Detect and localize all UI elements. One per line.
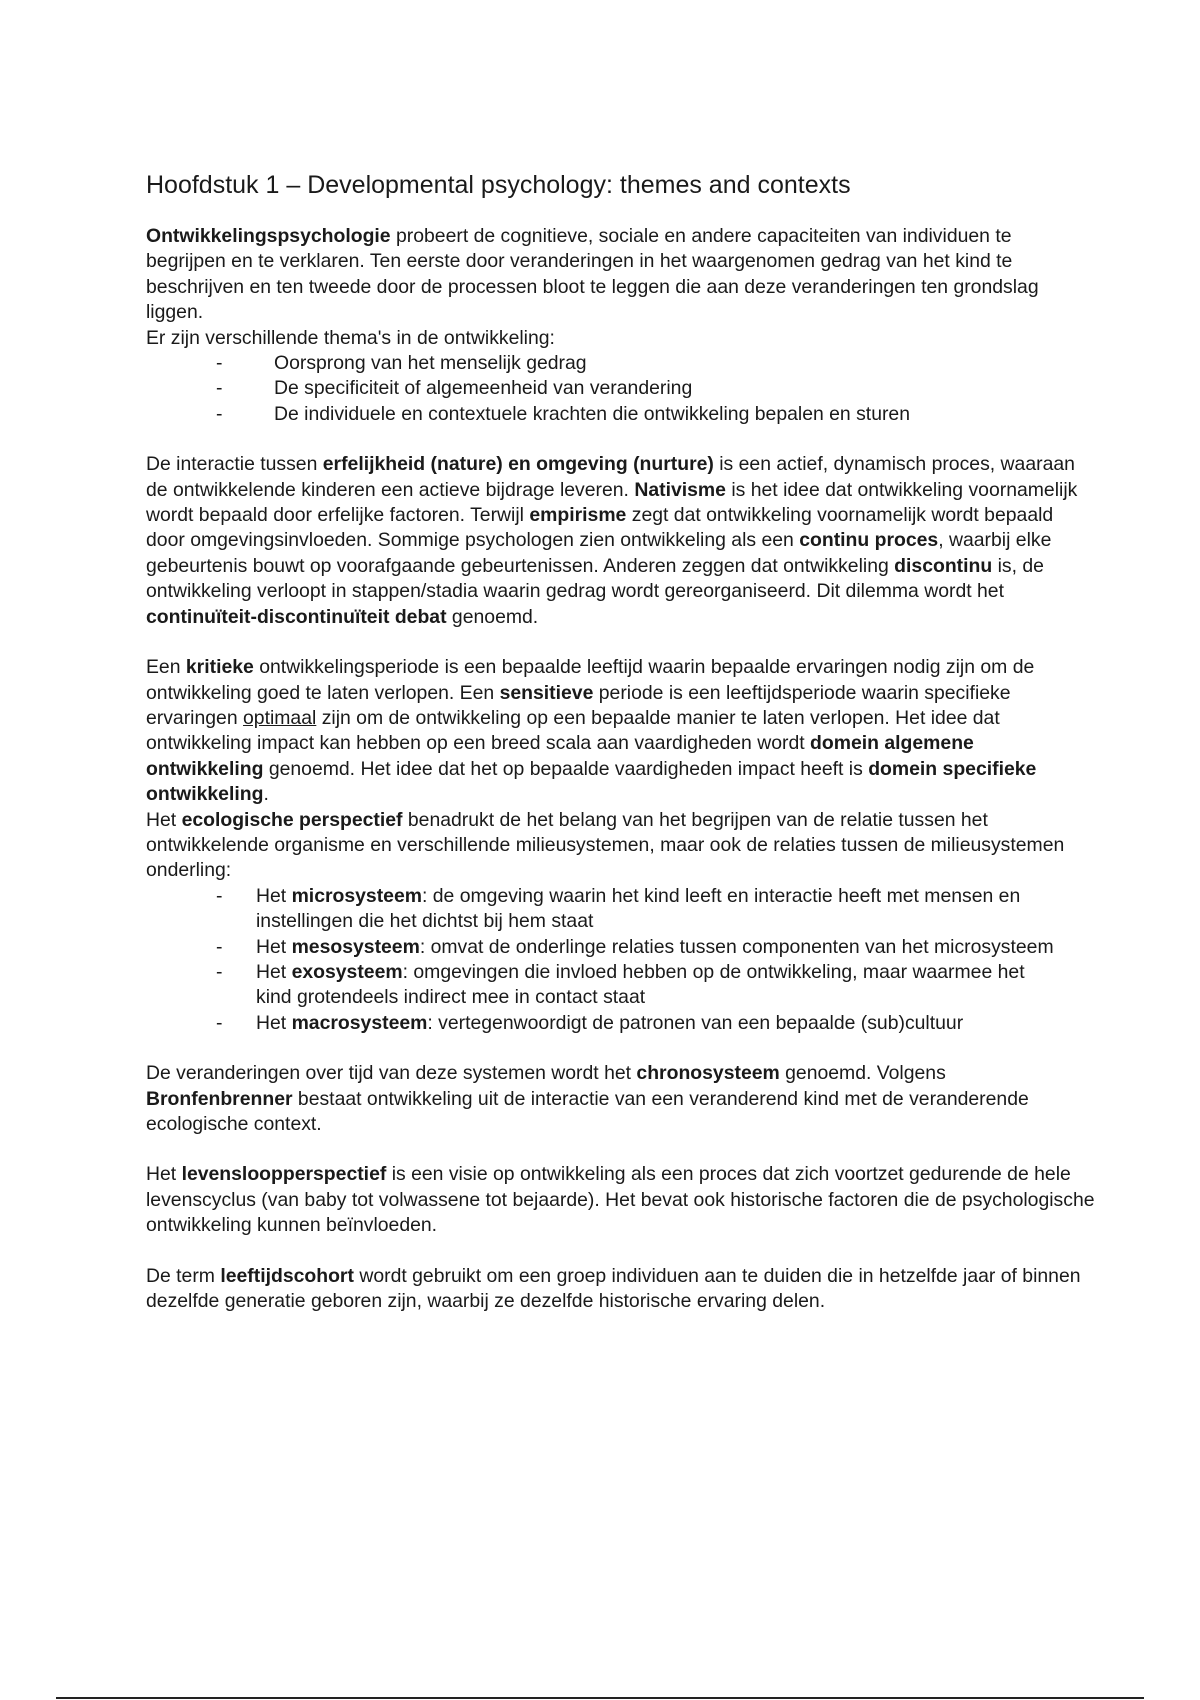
- term-microsysteem: microsysteem: [291, 884, 422, 907]
- term-ontwikkelingspsychologie: Ontwikkelingspsychologie: [146, 225, 391, 247]
- paragraph-periods: Een kritieke ontwikkelingsperiode is een bepaalde leeftijd waarin bepaalde ervaringen nodig zijn om de ontwikkeling goed te laten verlopen. Een sensitieve periode is een leeftijdsperiode waarin specifieke ervaringen optimaal zijn om de ontwikkeling op een bepaalde manier te laten verlopen. Het idee dat ontwikkeling impact kan hebben op een breed scala aan vaardigheden wordt domein algemene ontwikkeling genoemd. Het idee dat het op bepaalde vaardigheden impact heeft is domein specifieke ontwikkeling.: [146, 656, 1037, 806]
- themes-list: [146, 351, 1096, 427]
- document-page: [146, 168, 1096, 1314]
- term-domein-specifieke: domein specifieke ontwikkeling: [146, 757, 1037, 806]
- term-discontinu: discontinu: [894, 554, 993, 577]
- term-nature-nurture: erfelijkheid (nature) en omgeving (nurture): [322, 453, 714, 476]
- list-item: - Het mesosysteem: omvat de onderlinge relaties tussen componenten van het microsysteem: [146, 935, 1096, 960]
- list-item: - De specificiteit of algemeenheid van verandering: [146, 376, 1096, 401]
- paragraph-life-span: Het levensloopperspectief is een visie op ontwikkeling als een proces dat zich voortzet gedurende de hele levenscyclus (van baby tot volwassene tot bejaarde). Het bevat ook historische factoren die de psychologische ontwikkeling kunnen beïnvloeden.: [146, 1163, 1095, 1237]
- dash-bullet: -: [216, 352, 223, 375]
- footer-divider: [56, 1697, 1144, 1699]
- dash-bullet: -: [216, 884, 223, 907]
- dash-bullet: -: [216, 960, 223, 983]
- term-mesosysteem: mesosysteem: [291, 935, 420, 958]
- term-empirisme: empirisme: [529, 504, 627, 527]
- page-title: Hoofdstuk 1 – Developmental psychology: themes and contexts: [146, 171, 851, 199]
- term-chronosysteem: chronosysteem: [636, 1062, 780, 1085]
- term-bronfenbrenner: Bronfenbrenner: [146, 1087, 293, 1110]
- list-item: - Het exosysteem: omgevingen die invloed hebben op de ontwikkeling, maar waarmee het kind grotendeels indirect mee in contact staat: [216, 960, 1025, 1009]
- underlined-optimaal: optimaal: [243, 706, 317, 729]
- term-nativisme: Nativisme: [634, 478, 726, 501]
- term-domein-algemene: domein algemene ontwikkeling: [146, 732, 974, 780]
- dash-bullet: -: [216, 377, 223, 400]
- term-macrosysteem: macrosysteem: [291, 1011, 428, 1034]
- paragraph-nature-nurture: De interactie tussen erfelijkheid (nature) en omgeving (nurture) is een actief, dynamisch proces, waaraan de ontwikkelende kinderen een actieve bijdrage leveren. Nativisme is het idee dat ontwikkeling voornamelijk wordt bepaald door erfelijke factoren. Terwijl empirisme zegt dat ontwikkeling voornamelijk wordt bepaald door omgevingsinvloeden. Sommige psychologen zien ontwikkeling als een continu proces, waarbij elke gebeurtenis bouwt op voorafgaande gebeurtenissen. Anderen zeggen dat ontwikkeling discontinu is, de ontwikkeling verloopt in stappen/stadia waarin gedrag wordt gereorganiseerd. Dit dilemma wordt het continuïteit-discontinuïteit debat genoemd.: [146, 453, 1078, 628]
- term-exosysteem: exosysteem: [291, 960, 403, 983]
- dash-bullet: -: [216, 1011, 223, 1034]
- term-sensitieve: sensitieve: [499, 681, 594, 704]
- paragraph-cohort: De term leeftijdscohort wordt gebruikt om een groep individuen aan te duiden die in hetzelfde jaar of binnen dezelfde generatie geboren zijn, waarbij ze dezelfde historische ervaring delen.: [146, 1264, 1081, 1313]
- term-levensloopperspectief: levensloopperspectief: [181, 1163, 387, 1186]
- paragraph-ecological: Het ecologische perspectief benadrukt de het belang van het begrijpen van de relatie tussen het ontwikkelende organisme en verschillende milieusystemen, maar ook de relaties tussen de milieusystemen onderling:: [146, 808, 1065, 882]
- paragraph-chronosystem: De veranderingen over tijd van deze systemen wordt het chronosysteem genoemd. Volgens Bronfenbrenner bestaat ontwikkeling uit de interactie van een veranderend kind met de veranderende ecologische context.: [146, 1062, 1029, 1135]
- list-item: - Het macrosysteem: vertegenwoordigt de patronen van een bepaalde (sub)cultuur: [146, 1011, 1096, 1036]
- themes-intro: Er zijn verschillende thema's in de ontwikkeling:: [146, 326, 555, 349]
- ecological-systems-list: [146, 884, 1096, 1036]
- list-item: - Oorsprong van het menselijk gedrag: [146, 351, 1096, 376]
- term-leeftijdscohort: leeftijdscohort: [220, 1264, 354, 1287]
- dash-bullet: -: [216, 402, 223, 425]
- dash-bullet: -: [216, 935, 223, 958]
- term-continu-proces: continu proces: [799, 529, 939, 552]
- paragraph-definition: Ontwikkelingspsychologie probeert de cognitieve, sociale en andere capaciteiten van individuen te begrijpen en te verklaren. Ten eerste door veranderingen in het waargenomen gedrag van het kind te beschrijven en ten tweede door de processen bloot te leggen die aan deze veranderingen ten grondslag liggen.: [146, 225, 1039, 324]
- term-continuiteit-debat: continuïteit-discontinuïteit debat: [146, 605, 447, 628]
- list-item: - De individuele en contextuele krachten die ontwikkeling bepalen en sturen: [146, 402, 1096, 427]
- term-kritieke: kritieke: [185, 656, 254, 679]
- term-ecologische-perspectief: ecologische perspectief: [181, 808, 403, 831]
- list-item: - Het microsysteem: de omgeving waarin het kind leeft en interactie heeft met mensen en instellingen die het dichtst bij hem staat: [216, 884, 1021, 933]
